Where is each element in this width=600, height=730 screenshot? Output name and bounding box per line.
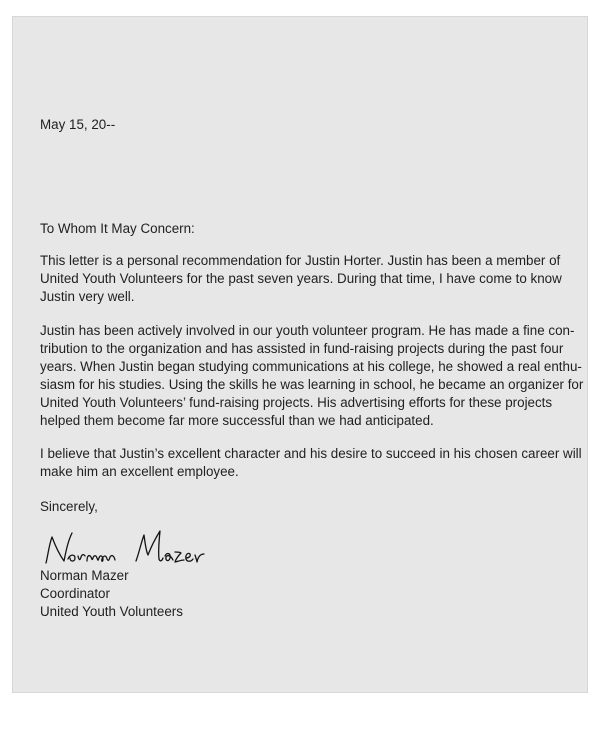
paragraph-line: helped them become far more successful than we had anticipated. (40, 413, 434, 428)
paragraph-line: United Youth Volunteers for the past seven years. During that time, I have come to know (40, 271, 562, 286)
paragraph-line: years. When Justin began studying communications at his college, he showed a real enthu- (40, 359, 582, 374)
paragraph-line: Justin very well. (40, 289, 135, 304)
closing: Sincerely, (40, 499, 98, 514)
paragraph-line: siasm for his studies. Using the skills he was learning in school, he became an organizer for (40, 377, 584, 392)
signature-block (40, 567, 183, 621)
letter-page (12, 16, 588, 693)
signer-title: Coordinator (40, 586, 110, 601)
paragraph-line: I believe that Justin’s excellent character and his desire to succeed in his chosen career will (40, 446, 582, 461)
paragraph-1 (40, 252, 564, 306)
paragraph-line: tribution to the organization and has assisted in fund-raising projects during the past four (40, 341, 564, 356)
paragraph-line: This letter is a personal recommendation for Justin Horter. Justin has been a member of (40, 253, 561, 268)
paragraph-line: Justin has been actively involved in our youth volunteer program. He has made a fine con- (40, 323, 575, 338)
paragraph-line: make him an excellent employee. (40, 464, 239, 479)
salutation: To Whom It May Concern: (40, 221, 195, 236)
paragraph-line: United Youth Volunteers’ fund-raising projects. His advertising efforts for these projects (40, 395, 553, 410)
signer-organization: United Youth Volunteers (40, 604, 183, 619)
paragraph-3 (40, 445, 582, 481)
letter-date: May 15, 20-- (40, 117, 116, 132)
paragraph-2 (40, 322, 584, 430)
signer-name: Norman Mazer (40, 568, 129, 583)
handwritten-signature (40, 521, 230, 569)
